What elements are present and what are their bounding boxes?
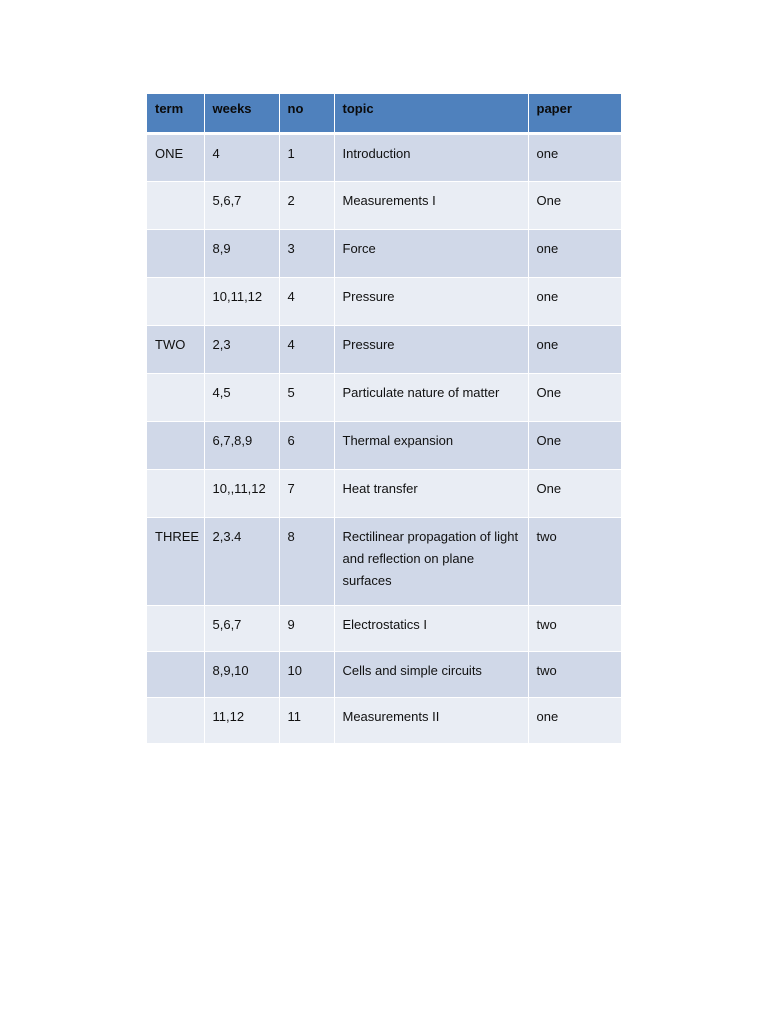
cell-term bbox=[147, 421, 204, 469]
cell-topic: Cells and simple circuits bbox=[334, 651, 528, 697]
cell-term bbox=[147, 181, 204, 229]
cell-paper: one bbox=[528, 697, 621, 743]
table-header bbox=[147, 94, 621, 133]
cell-no: 5 bbox=[279, 373, 334, 421]
table-row bbox=[147, 651, 621, 697]
cell-topic: Electrostatics I bbox=[334, 605, 528, 651]
cell-term: THREE bbox=[147, 517, 204, 605]
cell-paper: One bbox=[528, 421, 621, 469]
header-row bbox=[147, 94, 621, 133]
cell-topic: Introduction bbox=[334, 133, 528, 181]
cell-topic: Measurements II bbox=[334, 697, 528, 743]
cell-weeks: 4,5 bbox=[204, 373, 279, 421]
cell-paper: one bbox=[528, 325, 621, 373]
cell-weeks: 2,3.4 bbox=[204, 517, 279, 605]
cell-no: 2 bbox=[279, 181, 334, 229]
cell-no: 9 bbox=[279, 605, 334, 651]
cell-topic: Heat transfer bbox=[334, 469, 528, 517]
cell-topic: Force bbox=[334, 229, 528, 277]
header-term: term bbox=[147, 94, 204, 133]
table-row bbox=[147, 421, 621, 469]
cell-paper: two bbox=[528, 517, 621, 605]
cell-paper: one bbox=[528, 277, 621, 325]
cell-no: 4 bbox=[279, 325, 334, 373]
cell-weeks: 2,3 bbox=[204, 325, 279, 373]
table-body bbox=[147, 133, 621, 743]
cell-topic: Pressure bbox=[334, 325, 528, 373]
cell-no: 11 bbox=[279, 697, 334, 743]
cell-no: 4 bbox=[279, 277, 334, 325]
table-row bbox=[147, 181, 621, 229]
cell-weeks: 6,7,8,9 bbox=[204, 421, 279, 469]
header-weeks: weeks bbox=[204, 94, 279, 133]
table-row bbox=[147, 517, 621, 605]
cell-weeks: 8,9 bbox=[204, 229, 279, 277]
cell-topic: Rectilinear propagation of light and reflection on plane surfaces bbox=[334, 517, 528, 605]
cell-term bbox=[147, 605, 204, 651]
cell-weeks: 10,,11,12 bbox=[204, 469, 279, 517]
cell-paper: one bbox=[528, 229, 621, 277]
table-row bbox=[147, 229, 621, 277]
table-row bbox=[147, 469, 621, 517]
cell-paper: One bbox=[528, 373, 621, 421]
cell-weeks: 8,9,10 bbox=[204, 651, 279, 697]
cell-topic: Thermal expansion bbox=[334, 421, 528, 469]
cell-term: TWO bbox=[147, 325, 204, 373]
cell-topic: Particulate nature of matter bbox=[334, 373, 528, 421]
cell-paper: one bbox=[528, 133, 621, 181]
cell-no: 7 bbox=[279, 469, 334, 517]
cell-weeks: 10,11,12 bbox=[204, 277, 279, 325]
schedule-table bbox=[147, 94, 621, 744]
cell-term: ONE bbox=[147, 133, 204, 181]
cell-paper: One bbox=[528, 181, 621, 229]
table-row bbox=[147, 277, 621, 325]
cell-term bbox=[147, 469, 204, 517]
cell-no: 1 bbox=[279, 133, 334, 181]
header-no: no bbox=[279, 94, 334, 133]
cell-term bbox=[147, 373, 204, 421]
cell-weeks: 4 bbox=[204, 133, 279, 181]
cell-weeks: 11,12 bbox=[204, 697, 279, 743]
header-topic: topic bbox=[334, 94, 528, 133]
cell-no: 10 bbox=[279, 651, 334, 697]
table-row bbox=[147, 605, 621, 651]
cell-term bbox=[147, 651, 204, 697]
table-row bbox=[147, 697, 621, 743]
cell-no: 8 bbox=[279, 517, 334, 605]
table-row bbox=[147, 325, 621, 373]
table-row bbox=[147, 373, 621, 421]
table-row bbox=[147, 133, 621, 181]
cell-no: 6 bbox=[279, 421, 334, 469]
cell-no: 3 bbox=[279, 229, 334, 277]
cell-paper: One bbox=[528, 469, 621, 517]
cell-paper: two bbox=[528, 605, 621, 651]
header-paper: paper bbox=[528, 94, 621, 133]
cell-weeks: 5,6,7 bbox=[204, 181, 279, 229]
cell-topic: Measurements I bbox=[334, 181, 528, 229]
cell-term bbox=[147, 277, 204, 325]
cell-term bbox=[147, 229, 204, 277]
cell-topic: Pressure bbox=[334, 277, 528, 325]
cell-weeks: 5,6,7 bbox=[204, 605, 279, 651]
cell-paper: two bbox=[528, 651, 621, 697]
cell-term bbox=[147, 697, 204, 743]
